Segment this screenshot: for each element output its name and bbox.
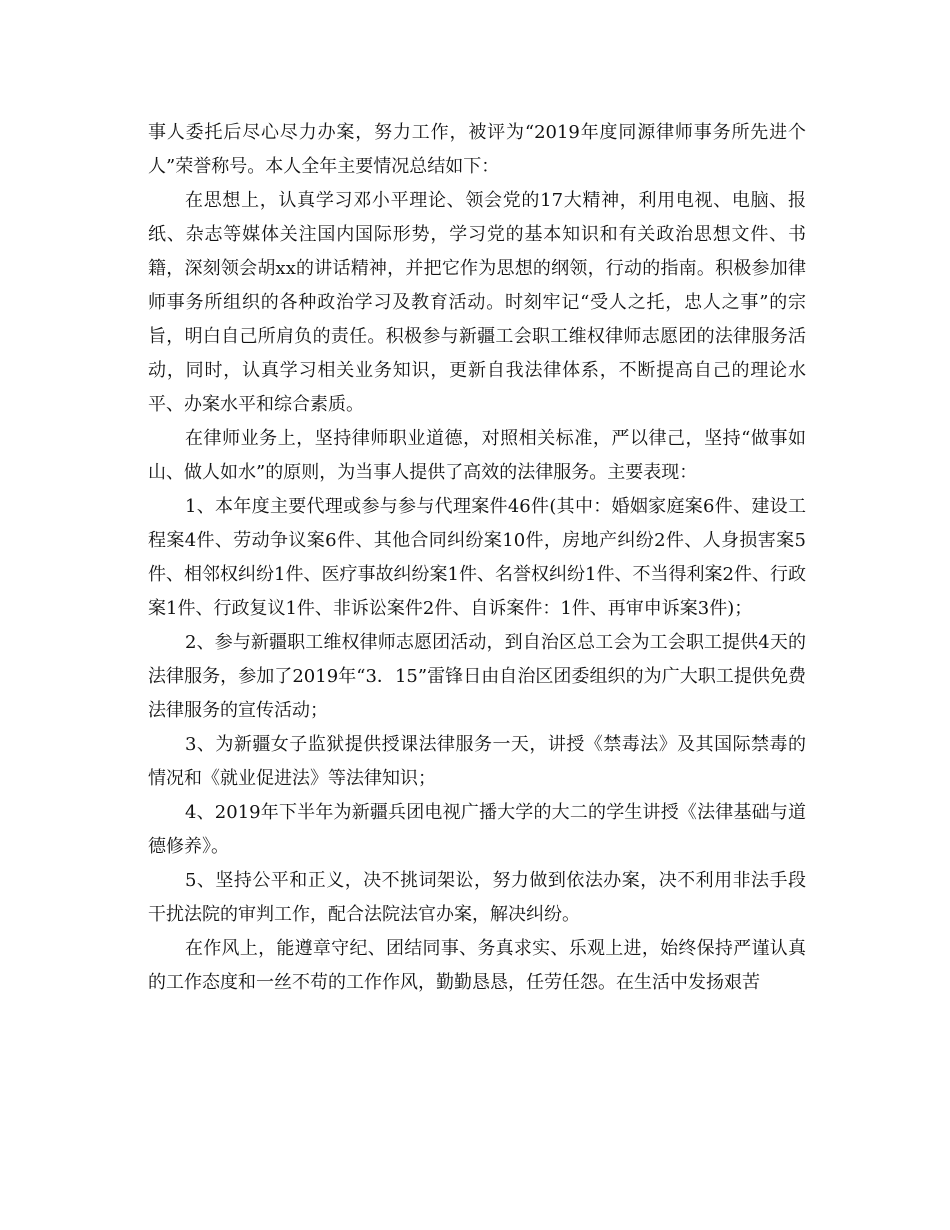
list-item-prison-lecture: 3、为新疆女子监狱提供授课法律服务一天，讲授《禁毒法》及其国际禁毒的情况和《就业促进法》等法律知识；: [148, 734, 806, 789]
paragraph-work-style: 在作风上，能遵章守纪、团结同事、务真求实、乐观上进，始终保持严谨认真的工作态度和一丝不苟的工作作风，勤勤恳恳，任劳任怨。在生活中发扬艰苦: [148, 938, 806, 993]
list-item-volunteer: 2、参与新疆职工维权律师志愿团活动，到自治区总工会为工会职工提供4天的法律服务，参加了2019年“3．15”雷锋日由自治区团委组织的为广大职工提供免费法律服务的宣传活动；: [148, 632, 806, 721]
list-item-justice: 5、坚持公平和正义，决不挑词架讼，努力做到依法办案，决不利用非法手段干扰法院的审判工作，配合法院法官办案，解决纠纷。: [148, 870, 806, 925]
list-item-cases: 1、本年度主要代理或参与参与代理案件46件(其中：婚姻家庭案6件、建设工程案4件、劳动争议案6件、其他合同纠纷案10件，房地产纠纷2件、人身损害案5件、相邻权纠纷1件、医疗事故纠纷案1件、名誉权纠纷1件、不当得利案2件、行政案1件、行政复议1件、非诉讼案件2件、自诉案件：1件、再审申诉案3件)；: [148, 496, 806, 619]
list-item-university-lecture: 4、2019年下半年为新疆兵团电视广播大学的大二的学生讲授《法律基础与道德修养》。: [148, 802, 806, 857]
paragraph-ideology: 在思想上，认真学习邓小平理论、领会党的17大精神，利用电视、电脑、报纸、杂志等媒体关注国内国际形势，学习党的基本知识和有关政治思想文件、书籍，深刻领会胡xx的讲话精神，并把它作为思想的纲领，行动的指南。积极参加律师事务所组织的各种政治学习及教育活动。时刻牢记“受人之托，忠人之事”的宗旨，明白自己所肩负的责任。积极参与新疆工会职工维权律师志愿团的法律服务活动，同时，认真学习相关业务知识，更新自我法律体系，不断提高自己的理论水平、办案水平和综合素质。: [148, 190, 806, 415]
paragraph-business-intro: 在律师业务上，坚持律师职业道德，对照相关标准，严以律己，坚持“做事如山、做人如水”的原则，为当事人提供了高效的法律服务。主要表现：: [148, 428, 806, 483]
paragraph-continuation: 事人委托后尽心尽力办案，努力工作，被评为“2019年度同源律师事务所先进个人”荣誉称号。本人全年主要情况总结如下：: [148, 122, 806, 177]
document-body: [148, 116, 806, 1000]
